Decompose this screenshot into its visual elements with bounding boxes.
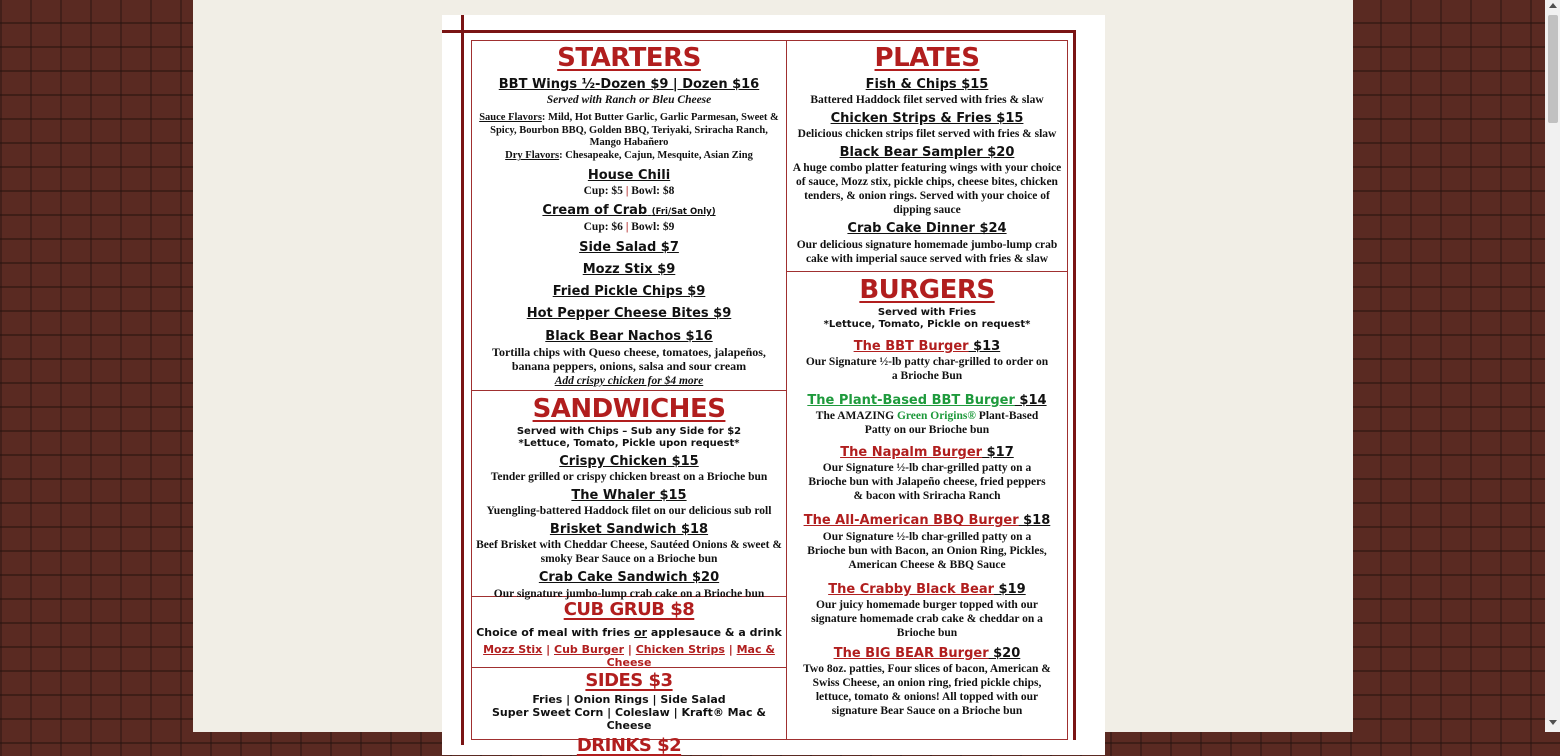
cream-of-crab-note: (Fri/Sat Only)	[651, 207, 716, 218]
house-chili-title: House Chili	[587, 168, 671, 184]
desc-part: Plant-Based Patty on our Brioche bun	[864, 410, 1039, 437]
burger-price: $19	[994, 581, 1026, 597]
separator: |	[546, 642, 551, 656]
burger-name: The Napalm Burger	[840, 445, 983, 461]
burger-bbt-desc: Our Signature ½-lb patty char-grilled to order on a Brioche Bun	[805, 355, 1049, 382]
sandwich-crispy-chicken	[474, 454, 784, 484]
sandwich-desc: Beef Brisket with Cheddar Cheese, Sautéed Onions & sweet & smoky Bear Sauce on a Brioche bun	[476, 539, 782, 566]
nachos-desc: Tortilla chips with Queso cheese, tomatoes, jalapeños, banana peppers, onions, salsa and sour cream	[492, 344, 766, 374]
sandwiches-sub2: *Lettuce, Tomato, Pickle upon request*	[518, 437, 740, 449]
burger-bigbear-title	[789, 646, 1065, 662]
cream-of-crab-title	[474, 203, 784, 219]
cream-of-crab-prices	[474, 220, 784, 234]
column-divider	[786, 40, 787, 740]
chili-cup-price: Cup: $5	[583, 185, 623, 198]
plate-fish-chips	[789, 77, 1065, 107]
separator: |	[625, 220, 629, 233]
burger-price: $18	[1018, 513, 1051, 529]
crab-bowl-price: Bowl: $9	[631, 220, 675, 233]
sauce-flavors-text: : Mild, Hot Butter Garlic, Garlic Parmesan, Sweet & Spicy, Bourbon BBQ, Golden BBQ, Teriyaki, Sriracha Ranch, Mango Habañero	[490, 111, 779, 149]
sandwich-title: Crispy Chicken $15	[559, 453, 699, 469]
menu-frame-left	[461, 15, 464, 745]
burger-crabby-desc: Our juicy homemade burger topped with our signature homemade crab cake & cheddar on a Brioche bun	[811, 599, 1043, 640]
plate-desc: Delicious chicken strips filet served with fries & slaw	[797, 128, 1057, 141]
menu-frame-right	[1073, 30, 1076, 740]
burgers-section	[789, 276, 1065, 718]
separator: |	[728, 642, 733, 656]
plate-title: Black Bear Sampler $20	[839, 145, 1015, 161]
plate-sampler	[789, 145, 1065, 217]
house-chili-prices	[474, 184, 784, 198]
cream-of-crab-name: Cream of Crab	[542, 203, 648, 219]
burger-crabby-title	[789, 582, 1065, 598]
burgers-sub2: *Lettuce, Tomato, Pickle on request*	[823, 318, 1031, 330]
burger-price: $14	[1014, 392, 1047, 408]
plate-chicken-strips	[789, 111, 1065, 141]
pepper-cheese-bites-title: Hot Pepper Cheese Bites $9	[526, 306, 732, 322]
separator: |	[625, 185, 629, 198]
plate-desc: Battered Haddock filet served with fries & slaw	[810, 93, 1044, 106]
plate-crab-cake-dinner	[789, 221, 1065, 265]
page-scrollbar[interactable]	[1545, 0, 1560, 732]
sandwich-title: Brisket Sandwich $18	[549, 522, 709, 538]
sandwich-desc: Yuengling-battered Haddock filet on our delicious sub roll	[486, 505, 772, 518]
cub-option-mozz-stix: Mozz Stix	[483, 642, 543, 656]
nachos-title: Black Bear Nachos $16	[545, 328, 713, 344]
plates-section	[789, 44, 1065, 266]
sauce-flavors	[474, 112, 784, 150]
cub-grub-section	[474, 600, 784, 669]
cub-grub-title: CUB GRUB $8	[563, 599, 695, 620]
cub-option-cub-burger: Cub Burger	[554, 642, 625, 656]
cub-grub-subtitle	[474, 626, 784, 639]
burgers-title: BURGERS	[859, 275, 995, 305]
burger-name: The BBT Burger	[853, 338, 969, 354]
scroll-down-arrow-icon[interactable]	[1549, 720, 1557, 725]
burger-price: $13	[968, 338, 1001, 354]
sandwich-desc: Our signature jumbo-lump crab cake on a Brioche bun	[493, 587, 765, 600]
burger-napalm-title	[789, 445, 1065, 461]
sides-line2: Super Sweet Corn | Coleslaw | Kraft® Mac & Cheese	[492, 705, 766, 733]
burger-plant-desc	[789, 409, 1065, 437]
wings-subtitle: Served with Ranch or Bleu Cheese	[546, 93, 712, 106]
burger-bigbear-desc: Two 8oz. patties, Four slices of bacon, American & Swiss Cheese, an onion ring, fried pickle chips, lettuce, tomato & onions! All topped with our signature Bear Sauce on a Brioche bun	[803, 663, 1051, 718]
scrollbar-thumb[interactable]	[1548, 15, 1558, 123]
burger-bbt-title	[789, 339, 1065, 355]
burger-name: The All-American BBQ Burger	[803, 513, 1019, 529]
cub-option-mac-cheese: Mac & Cheese	[606, 642, 775, 670]
sandwich-crab-cake	[474, 570, 784, 600]
wings-title: BBT Wings ½-Dozen $9 | Dozen $16	[498, 76, 760, 92]
burger-plant-title	[789, 393, 1065, 409]
burger-name: The Crabby Black Bear	[828, 581, 995, 597]
green-origins-brand: Green Origins®	[896, 410, 976, 423]
burger-allamerican-title	[789, 513, 1065, 529]
dry-flavors-label: Dry Flavors	[505, 150, 560, 162]
burgers-sub1: Served with Fries	[877, 306, 977, 318]
chili-bowl-price: Bowl: $8	[631, 185, 675, 198]
plate-title: Crab Cake Dinner $24	[847, 221, 1007, 237]
sandwich-desc: Tender grilled or crispy chicken breast on a Brioche bun	[490, 470, 768, 483]
fried-pickle-title: Fried Pickle Chips $9	[552, 284, 706, 300]
burger-napalm-desc: Our Signature ½-lb char-grilled patty on a Brioche bun with Jalapeño cheese, fried peppers & bacon with Sriracha Ranch	[808, 462, 1046, 503]
mozz-stix-title: Mozz Stix $9	[582, 261, 676, 277]
crab-cup-price: Cup: $6	[583, 220, 623, 233]
burger-price: $17	[982, 445, 1014, 461]
sides-title: SIDES $3	[585, 670, 673, 691]
starters-title: STARTERS	[557, 43, 701, 73]
dry-flavors	[474, 150, 784, 163]
scroll-up-arrow-icon[interactable]	[1549, 3, 1557, 8]
burger-price: $20	[988, 646, 1021, 662]
separator: |	[627, 642, 632, 656]
plate-title: Chicken Strips & Fries $15	[830, 110, 1024, 126]
menu-frame-top	[442, 30, 1076, 33]
sandwiches-section	[474, 395, 784, 601]
sandwich-title: The Whaler $15	[571, 487, 687, 503]
cub-sub-a: Choice of meal with fries	[476, 625, 635, 639]
sandwich-title: Crab Cake Sandwich $20	[538, 570, 720, 586]
burger-name: The Plant-Based BBT Burger	[807, 392, 1015, 408]
burger-allamerican-desc: Our Signature ½-lb char-grilled patty on a Brioche bun with Bacon, an Onion Ring, Pickles, American Cheese & BBQ Sauce	[807, 530, 1047, 571]
nachos-addon: Add crispy chicken for $4 more	[554, 375, 704, 388]
sandwich-whaler	[474, 488, 784, 518]
sandwich-brisket	[474, 522, 784, 566]
desc-part: The AMAZING	[815, 410, 897, 423]
burger-name: The BIG BEAR Burger	[833, 646, 989, 662]
drinks-title: DRINKS $2	[576, 735, 682, 756]
sides-section	[474, 671, 784, 756]
sides-line1: Fries | Onion Rings | Side Salad	[532, 692, 726, 706]
cub-option-chicken-strips: Chicken Strips	[635, 642, 725, 656]
cub-sub-or: or	[634, 625, 648, 639]
plates-title: PLATES	[874, 43, 980, 73]
sandwiches-title: SANDWICHES	[532, 394, 726, 424]
side-salad-title: Side Salad $7	[579, 239, 679, 255]
sauce-flavors-label: Sauce Flavors	[479, 111, 542, 123]
divider-starters-sandwiches	[471, 390, 786, 391]
dry-flavors-text: : Chesapeake, Cajun, Mesquite, Asian Zing	[559, 150, 753, 162]
plate-desc: Our delicious signature homemade jumbo-lump crab cake with imperial sauce served with fries & slaw	[796, 238, 1058, 265]
starters-section	[474, 44, 784, 388]
divider-plates-burgers	[786, 271, 1068, 272]
plate-title: Fish & Chips $15	[865, 76, 989, 92]
sandwiches-sub1: Served with Chips – Sub any Side for $2	[516, 425, 742, 437]
plate-desc: A huge combo platter featuring wings with your choice of sauce, Mozz stix, pickle chips, cheese bites, chicken tenders, & onion rings. Served with your choice of dipping sauce	[792, 162, 1062, 217]
cub-grub-options	[474, 643, 784, 669]
cub-sub-b: applesauce & a drink	[647, 625, 782, 639]
